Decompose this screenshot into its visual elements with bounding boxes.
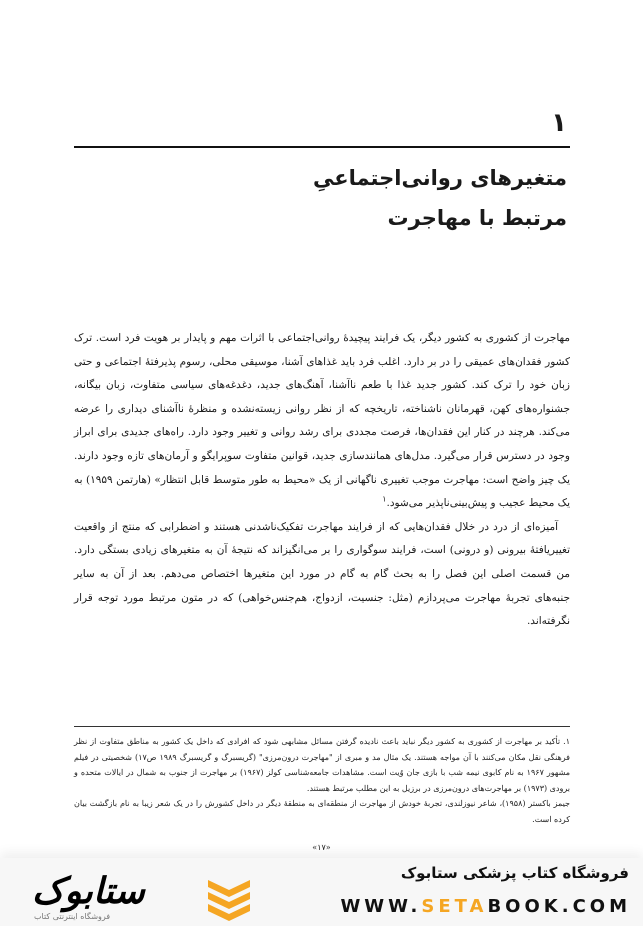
brand-name: ستابوک	[32, 871, 145, 912]
store-url[interactable]	[340, 896, 631, 917]
footnote-rule	[74, 726, 570, 727]
footnote-text-1: ۱. تأکید بر مهاجرت از کشوری به کشور دیگر نباید باعث نادیده گرفتن مسائل مشابهی شود که افرادی که داخل یک کشور به مناطق متفاوت از نظر فرهنگی نقل مکان می‌کنند با آن مواجه هستند. یک مثال مد و مبری از "مهاجرت درون‌مرزی" (گریسبرگ و گریسبرگ ۱۹۸۹ ص۱۷) شخصیتی در فیلم مشهور ۱۹۶۷ به نام کابوی نیمه شب با بازی جان وُیت است. مشاهدات جامعه‌شناسی کولز (۱۹۶۷) بر مهاجرت از جنوب به شمال در ایالات متحده و برودی (۱۹۷۳) بر مهاجرت‌های درون‌مرزی در برزیل به این مطلب مرتبط هستند.	[74, 737, 571, 793]
chapter-number: ۱	[551, 108, 567, 138]
chapter-title-line-1: متغیرهای روانی‌اجتماعیِ	[313, 166, 567, 190]
brand-caption: فروشگاه اینترنتی کتاب	[34, 912, 111, 921]
url-prefix: WWW.	[340, 896, 422, 917]
page-number: «۱۷»	[312, 843, 331, 852]
chapter-rule	[74, 146, 570, 148]
footnote-reference[interactable]: ۱	[382, 494, 387, 504]
chapter-title-line-2: مرتبط با مهاجرت	[387, 206, 567, 230]
footnote-text-2: جیمز باکستر (۱۹۵۸)، شاعر نیوزلندی، تجربهٔ خودش از مهاجرت از منطقه‌ای به منطقهٔ دیگر در داخل کشورش را در یک شعر زیبا به نام بازگشت بیان کرده است.	[74, 799, 571, 824]
url-highlight: SETA	[421, 896, 488, 917]
chapter-title	[313, 158, 567, 238]
footnote	[74, 734, 570, 827]
paragraph-1	[74, 327, 570, 516]
url-suffix: BOOK.COM	[487, 896, 631, 917]
store-name: فروشگاه کتاب پزشکی ستابوک	[400, 864, 629, 882]
store-logo[interactable]	[26, 872, 256, 922]
book-chevron-icon	[204, 876, 254, 922]
paragraph-1-text: مهاجرت از کشوری به کشور دیگر، یک فرایند پیچیدهٔ روانی‌اجتماعی با اثرات مهم و پایدار بر هویت فرد است. ترک کشور فقدان‌های عمیقی را در بر دارد. اغلب فرد باید غذاهای آشنا، موسیقی محلی، رسوم پذیرفتهٔ اجتماعی و حتی زبان خود را ترک کند. کشور جدید غذا با طعم ناآشنا، آهنگ‌های جدید، دغدغه‌های سیاسی متفاوت، زبان بیگانه، جشنواره‌های کهن، قهرمانان ناشناخته، تاریخچه که از نظر روانی زیسته‌نشده و منظرهٔ ناآشنای دیداری را عرضه می‌کند. هرچند در کنار این فقدان‌ها، فرصت مجددی برای رشد روانی و تغییر وجود دارد. راه‌های جدیدی برای ابراز وجود در دسترس قرار می‌گیرد. مدل‌های همانندسازی جدید، قوانین متفاوت سوپرایگو و آرمان‌های تازه وجود دارند. یک چیز واضح است: مهاجرت موجب تغییری ناگهانی از یک «محیط به طور متوسط قابل انتظار» (هارتمن ۱۹۵۹) به یک محیط عجیب و پیش‌بینی‌ناپذیر می‌شود.	[74, 332, 570, 510]
paragraph-2: آمیزه‌ای از درد در خلال فقدان‌هایی که از فرایند مهاجرت تفکیک‌ناشدنی هستند و اضطرابی که منتج از واقعیت تغییریافتهٔ بیرونی (و درونی) است، فرایند سوگواری را بر می‌انگیزاند که نتیجهٔ آن به متغیرهای زیادی بستگی دارد. من قسمت اصلی این فصل را به بحث گام به گام در مورد این متغیرها اختصاص می‌دهم. بعد از آن به سایر جنبه‌های تجربهٔ مهاجرت می‌پردازم (مثل: جنسیت، ازدواج، هم‌جنس‌خواهی) که در متون مرتبط مورد توجه قرار نگرفته‌اند.	[74, 520, 570, 628]
body-text	[74, 327, 570, 634]
